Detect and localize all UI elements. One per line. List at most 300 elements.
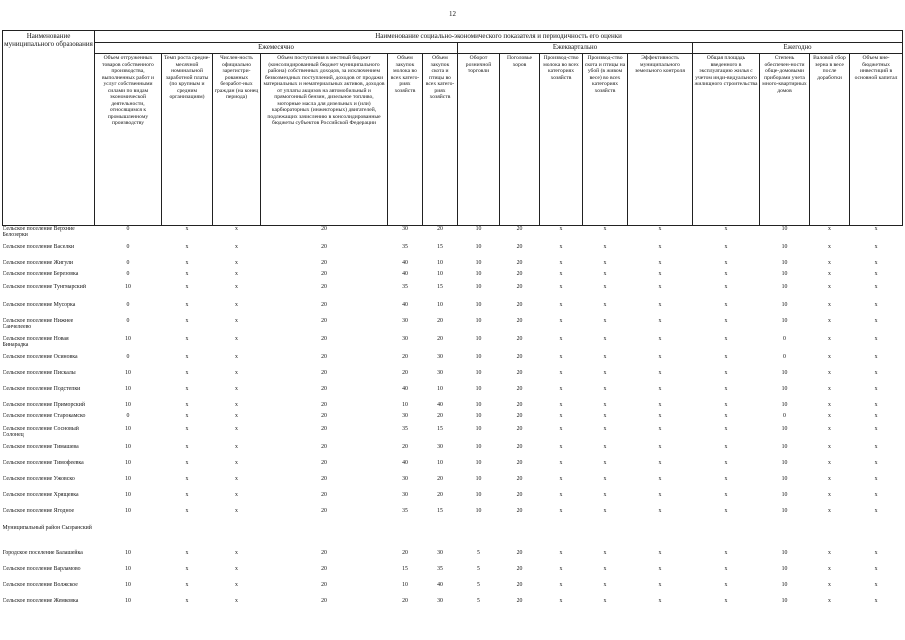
- table-cell: 10: [475, 226, 482, 232]
- table-cell: x: [235, 581, 238, 588]
- table-cell: 10: [781, 244, 788, 250]
- table-cell: 20: [516, 507, 523, 514]
- table-cell: 10: [125, 369, 131, 376]
- table-cell: 10: [781, 401, 788, 408]
- group-monthly: Ежемесячно: [95, 43, 458, 54]
- table-cell: 0: [126, 260, 130, 266]
- table-cell: x: [235, 459, 238, 466]
- table-cell: x: [603, 491, 607, 498]
- table-cell: x: [559, 318, 563, 324]
- table-cell: x: [724, 385, 728, 392]
- table-cell: x: [603, 425, 607, 432]
- table-cell: x: [185, 581, 189, 588]
- municipality-name: Сельское поселение Приморский: [2, 401, 85, 408]
- table-cell: x: [559, 385, 563, 392]
- table-row: [3, 577, 903, 593]
- table-cell: 10: [125, 284, 131, 290]
- table-cell: 20: [516, 491, 523, 498]
- table-cell: x: [559, 353, 563, 360]
- table-cell: 10: [781, 459, 788, 466]
- table-cell: 15: [437, 425, 443, 432]
- table-cell: 10: [781, 443, 788, 450]
- table-cell: x: [658, 443, 662, 450]
- table-cell: 20: [516, 425, 523, 432]
- table-row: [3, 239, 903, 255]
- table-cell: x: [185, 475, 189, 482]
- table-cell: x: [185, 369, 189, 376]
- table-cell: x: [603, 507, 607, 514]
- municipality-name: Сельское поселение Березовка: [2, 271, 79, 277]
- table-cell: x: [603, 549, 607, 556]
- table-cell: 10: [437, 459, 443, 466]
- table-cell: 35: [402, 507, 408, 514]
- table-cell: [628, 519, 693, 545]
- table-cell: 30: [437, 353, 443, 360]
- table-cell: x: [874, 353, 878, 360]
- table-row: [3, 413, 903, 426]
- table-cell: x: [235, 443, 238, 450]
- table-cell: 20: [321, 412, 327, 419]
- table-cell: 10: [475, 401, 482, 408]
- table-cell: 0: [783, 335, 786, 342]
- table-cell: x: [658, 335, 662, 342]
- column-header: Эффективность муниципального земельного контроля: [628, 54, 693, 226]
- table-row: [3, 455, 903, 471]
- table-cell: [261, 519, 388, 545]
- table-cell: 15: [437, 507, 443, 514]
- table-cell: x: [559, 260, 563, 266]
- municipality-name: Сельское поселение Мусорка: [2, 302, 76, 308]
- table-cell: 20: [321, 425, 327, 432]
- table-cell: 15: [437, 244, 443, 250]
- table-cell: 20: [516, 597, 523, 604]
- table-cell: 10: [475, 284, 482, 290]
- table-cell: 10: [475, 369, 482, 376]
- municipality-name: Сельское поселение Жигули: [2, 260, 73, 266]
- table-cell: 0: [783, 412, 786, 419]
- table-cell: x: [724, 443, 728, 450]
- table-cell: x: [828, 507, 831, 514]
- table-cell: 10: [781, 284, 788, 290]
- table-cell: [162, 519, 213, 545]
- table-cell: 20: [437, 475, 443, 482]
- table-cell: [423, 519, 458, 545]
- table-cell: 10: [781, 369, 788, 376]
- table-cell: 30: [402, 335, 408, 342]
- table-cell: x: [185, 443, 189, 450]
- table-cell: x: [603, 353, 607, 360]
- table-cell: x: [235, 597, 238, 604]
- table-cell: 10: [125, 335, 131, 342]
- table-row: [3, 439, 903, 455]
- table-cell: x: [874, 401, 878, 408]
- column-header: Объем закупок молока во всех катего-риях хозяйств: [388, 54, 423, 226]
- table-cell: x: [658, 401, 662, 408]
- table-cell: 30: [402, 475, 408, 482]
- table-row: [3, 487, 903, 503]
- municipality-name: Сельское поселение Нижнее Санчелеево: [2, 318, 74, 331]
- table-cell: 20: [321, 475, 327, 482]
- table-cell: 10: [402, 401, 408, 408]
- table-cell: [540, 519, 583, 545]
- table-cell: x: [185, 260, 189, 266]
- table-cell: 10: [475, 443, 482, 450]
- table-cell: x: [559, 581, 563, 588]
- table-cell: [810, 519, 850, 545]
- table-cell: 10: [781, 549, 788, 556]
- table-cell: 20: [402, 443, 408, 450]
- table-cell: 35: [402, 425, 408, 432]
- table-cell: 10: [125, 425, 131, 432]
- table-cell: x: [185, 597, 189, 604]
- table-cell: 10: [781, 597, 788, 604]
- table-cell: x: [603, 401, 607, 408]
- table-cell: 0: [126, 226, 130, 232]
- table-cell: 10: [125, 491, 131, 498]
- table-cell: 20: [321, 260, 327, 266]
- table-cell: x: [603, 335, 607, 342]
- table-cell: x: [185, 226, 189, 232]
- table-cell: x: [828, 369, 831, 376]
- table-cell: x: [828, 425, 831, 432]
- table-cell: x: [235, 302, 238, 308]
- table-cell: x: [559, 565, 563, 572]
- table-row: [3, 519, 903, 545]
- municipality-name: Сельское поселение Старокамско: [2, 412, 86, 419]
- table-cell: 10: [125, 459, 131, 466]
- table-cell: 10: [437, 302, 443, 308]
- table-cell: x: [874, 284, 878, 290]
- table-cell: x: [235, 491, 238, 498]
- table-cell: x: [185, 549, 189, 556]
- table-cell: x: [658, 459, 662, 466]
- table-cell: x: [874, 335, 878, 342]
- table-row: [3, 503, 903, 519]
- municipality-name: Сельское поселение Ягодное: [2, 507, 75, 514]
- table-cell: x: [658, 260, 662, 266]
- table-cell: [388, 519, 423, 545]
- table-cell: 10: [781, 226, 788, 232]
- table-cell: x: [235, 226, 238, 232]
- table-cell: 20: [321, 401, 327, 408]
- table-cell: 20: [321, 369, 327, 376]
- municipality-name: Сельское поселение Хрящевка: [2, 491, 79, 498]
- table-cell: 20: [321, 284, 327, 290]
- table-cell: x: [185, 302, 189, 308]
- table-cell: 10: [475, 318, 482, 324]
- column-header: Общая площадь введенного в эксплуатацию жилья с учетом инди-видуального жилищного строительства: [693, 54, 760, 226]
- table-cell: x: [724, 412, 728, 419]
- municipality-name: Сельское поселение Волжское: [2, 581, 78, 588]
- table-cell: x: [828, 260, 831, 266]
- table-cell: x: [559, 412, 563, 419]
- table-cell: x: [874, 385, 878, 392]
- table-cell: x: [724, 597, 728, 604]
- table-cell: x: [724, 335, 728, 342]
- table-cell: 10: [475, 335, 482, 342]
- table-cell: 30: [402, 226, 408, 232]
- table-cell: x: [724, 369, 728, 376]
- table-cell: x: [185, 353, 189, 360]
- table-cell: x: [235, 244, 238, 250]
- table-cell: 40: [402, 385, 408, 392]
- table-cell: x: [874, 425, 878, 432]
- table-cell: 40: [402, 459, 408, 466]
- table-cell: x: [874, 597, 878, 604]
- table-cell: 10: [475, 412, 482, 419]
- municipality-name: Городское поселение Балашейка: [2, 549, 83, 556]
- table-cell: 10: [437, 385, 443, 392]
- indicator-table: [2, 30, 903, 609]
- table-cell: 10: [781, 271, 788, 277]
- column-header: Объем закупок скота и птицы во всех катего-риях хозяйств: [423, 54, 458, 226]
- table-cell: x: [235, 369, 238, 376]
- table-cell: 20: [516, 369, 523, 376]
- table-cell: 35: [402, 284, 408, 290]
- table-cell: 20: [402, 549, 408, 556]
- column-header: Темп роста средне-месячной номинальной заработной платы (по крупным и средним организациям): [162, 54, 213, 226]
- table-cell: 20: [321, 491, 327, 498]
- table-cell: x: [658, 597, 662, 604]
- table-row: [3, 471, 903, 487]
- table-cell: 20: [321, 226, 327, 232]
- table-cell: 20: [321, 335, 327, 342]
- table-cell: 10: [475, 271, 482, 277]
- table-cell: 10: [437, 260, 443, 266]
- table-cell: x: [235, 412, 238, 419]
- table-cell: x: [235, 565, 238, 572]
- municipality-header: Наименование муниципального образования: [3, 31, 95, 226]
- table-cell: x: [658, 507, 662, 514]
- table-cell: 10: [125, 475, 131, 482]
- table-cell: 20: [516, 565, 523, 572]
- column-header: Объем поступления в местный бюджет (консолидированный бюджет муниципального района) собственных доходов, за исключением безвозмездных поступлений, доходов от продажи материальных и нематериальных активов, доходов от уплаты акцизов на автомобильный и прямогонный бензин, дизельное топливо, моторные масла для дизельных и (или) карбюраторных (инжекторных) двигателей, подлежащих зачислению в консолидированные бюджеты субъектов Российской Федерации: [261, 54, 388, 226]
- table-cell: 20: [437, 335, 443, 342]
- table-cell: x: [603, 271, 607, 277]
- municipality-name: Сельское поселение Пискалы: [2, 369, 76, 376]
- table-cell: x: [658, 284, 662, 290]
- table-cell: x: [235, 385, 238, 392]
- table-cell: x: [658, 353, 662, 360]
- municipality-name: Муниципальный район Сызранский: [2, 524, 92, 531]
- table-cell: x: [185, 335, 189, 342]
- table-cell: x: [828, 401, 831, 408]
- table-cell: 35: [437, 565, 443, 572]
- table-cell: x: [828, 475, 831, 482]
- table-cell: x: [235, 549, 238, 556]
- table-cell: x: [559, 284, 563, 290]
- table-cell: x: [828, 443, 831, 450]
- table-cell: 10: [125, 597, 131, 604]
- column-header: Производ-ство молока во всех категориях хозяйств: [540, 54, 583, 226]
- table-cell: x: [185, 491, 189, 498]
- table-cell: 10: [125, 401, 131, 408]
- table-cell: 10: [125, 581, 131, 588]
- table-cell: 20: [516, 353, 523, 360]
- table-cell: 0: [126, 412, 130, 419]
- table-cell: 10: [781, 425, 788, 432]
- table-cell: 30: [402, 491, 408, 498]
- table-cell: 20: [321, 443, 327, 450]
- table-cell: x: [724, 271, 728, 277]
- table-cell: x: [828, 226, 831, 232]
- table-cell: [693, 519, 760, 545]
- group-yearly: Ежегодно: [693, 43, 903, 54]
- table-cell: x: [603, 443, 607, 450]
- table-cell: x: [603, 284, 607, 290]
- table-cell: x: [724, 459, 728, 466]
- table-cell: x: [828, 302, 831, 308]
- table-cell: x: [185, 565, 189, 572]
- table-cell: x: [235, 353, 238, 360]
- table-cell: 20: [321, 597, 327, 604]
- table-cell: x: [559, 507, 563, 514]
- table-cell: x: [185, 401, 189, 408]
- table-row: [3, 365, 903, 381]
- table-cell: x: [874, 318, 878, 324]
- table-cell: x: [185, 425, 189, 432]
- table-cell: x: [235, 475, 238, 482]
- table-cell: x: [658, 491, 662, 498]
- table-cell: x: [828, 335, 831, 342]
- table-cell: 10: [125, 549, 131, 556]
- table-cell: x: [559, 425, 563, 432]
- table-cell: 20: [516, 302, 523, 308]
- table-cell: x: [185, 385, 189, 392]
- table-cell: x: [235, 284, 238, 290]
- table-cell: 0: [126, 302, 130, 308]
- table-cell: x: [603, 597, 607, 604]
- table-cell: x: [185, 271, 189, 277]
- table-cell: x: [724, 318, 728, 324]
- table-cell: x: [724, 425, 728, 432]
- table-cell: 20: [516, 475, 523, 482]
- table-cell: 15: [402, 565, 408, 572]
- table-cell: 5: [477, 581, 480, 588]
- table-cell: [760, 519, 810, 545]
- municipality-name: Сельское поселение Осиновка: [2, 353, 78, 360]
- table-cell: x: [603, 318, 607, 324]
- table-cell: 0: [126, 244, 130, 250]
- table-cell: x: [724, 401, 728, 408]
- table-cell: x: [559, 369, 563, 376]
- table-row: [3, 284, 903, 297]
- table-cell: x: [603, 260, 607, 266]
- municipality-name: Сельское поселение Тунгмарский: [2, 284, 86, 290]
- table-cell: 10: [781, 385, 788, 392]
- table-cell: 20: [516, 385, 523, 392]
- table-row: [3, 381, 903, 397]
- table-cell: x: [828, 412, 831, 419]
- table-cell: 20: [516, 271, 523, 277]
- table-cell: 40: [437, 401, 443, 408]
- table-cell: x: [658, 302, 662, 308]
- table-cell: 20: [437, 318, 443, 324]
- table-cell: x: [559, 597, 563, 604]
- table-cell: x: [235, 271, 238, 277]
- table-cell: 20: [321, 271, 327, 277]
- table-cell: x: [235, 507, 238, 514]
- table-cell: 20: [402, 597, 408, 604]
- table-cell: 10: [781, 260, 788, 266]
- table-cell: x: [559, 302, 563, 308]
- table-cell: x: [724, 244, 728, 250]
- table-cell: 30: [437, 597, 443, 604]
- column-header: Объем вне-бюджетных инвестиций в основной капитал: [850, 54, 903, 226]
- table-cell: 5: [477, 597, 480, 604]
- table-cell: 35: [402, 244, 408, 250]
- table-cell: 0: [126, 271, 130, 277]
- table-cell: x: [658, 385, 662, 392]
- indicator-title: Наименование социально-экономического показателя и периодичность его оценки: [95, 31, 903, 43]
- table-cell: x: [828, 271, 831, 277]
- table-cell: x: [828, 459, 831, 466]
- table-cell: x: [185, 507, 189, 514]
- table-cell: x: [658, 244, 662, 250]
- table-cell: x: [828, 284, 831, 290]
- table-cell: x: [658, 369, 662, 376]
- table-cell: 10: [781, 318, 788, 324]
- table-cell: x: [874, 549, 878, 556]
- table-cell: 20: [516, 401, 523, 408]
- table-cell: 20: [437, 226, 443, 232]
- table-cell: x: [828, 353, 831, 360]
- column-header: Поголовье хоров: [500, 54, 540, 226]
- table-cell: x: [828, 565, 831, 572]
- table-cell: 10: [402, 581, 408, 588]
- table-cell: 20: [321, 318, 327, 324]
- table-cell: [95, 519, 162, 545]
- group-quarterly: Ежеквартально: [458, 43, 693, 54]
- table-cell: 40: [402, 271, 408, 277]
- table-cell: 30: [402, 412, 408, 419]
- table-cell: x: [603, 244, 607, 250]
- table-row: [3, 397, 903, 413]
- table-cell: x: [874, 565, 878, 572]
- table-cell: 20: [402, 353, 408, 360]
- table-cell: 10: [781, 302, 788, 308]
- table-row: [3, 255, 903, 271]
- table-cell: 10: [475, 353, 482, 360]
- table-cell: x: [724, 226, 728, 232]
- table-cell: 20: [516, 260, 523, 266]
- table-cell: 15: [437, 284, 443, 290]
- table-cell: x: [874, 475, 878, 482]
- table-cell: 30: [437, 369, 443, 376]
- table-cell: x: [603, 581, 607, 588]
- table-cell: 10: [475, 491, 482, 498]
- column-header: Степень обеспечен-ности обще-домовыми приборами учета много-квартирных домов: [760, 54, 810, 226]
- table-cell: x: [828, 385, 831, 392]
- table-row: [3, 426, 903, 439]
- table-cell: 20: [516, 284, 523, 290]
- municipality-name: Сельское поселение Тимофеевка: [2, 459, 84, 466]
- table-cell: x: [658, 412, 662, 419]
- table-cell: x: [559, 549, 563, 556]
- table-cell: 10: [125, 443, 131, 450]
- table-cell: x: [235, 335, 238, 342]
- table-cell: [458, 519, 500, 545]
- table-cell: [213, 519, 261, 545]
- table-cell: 10: [475, 385, 482, 392]
- table-cell: x: [874, 581, 878, 588]
- table-cell: 20: [516, 318, 523, 324]
- table-cell: x: [235, 318, 238, 324]
- municipality-name: Сельское поселение Ужовско: [2, 475, 75, 482]
- table-cell: x: [559, 335, 563, 342]
- table-cell: 0: [126, 353, 130, 360]
- table-cell: x: [559, 271, 563, 277]
